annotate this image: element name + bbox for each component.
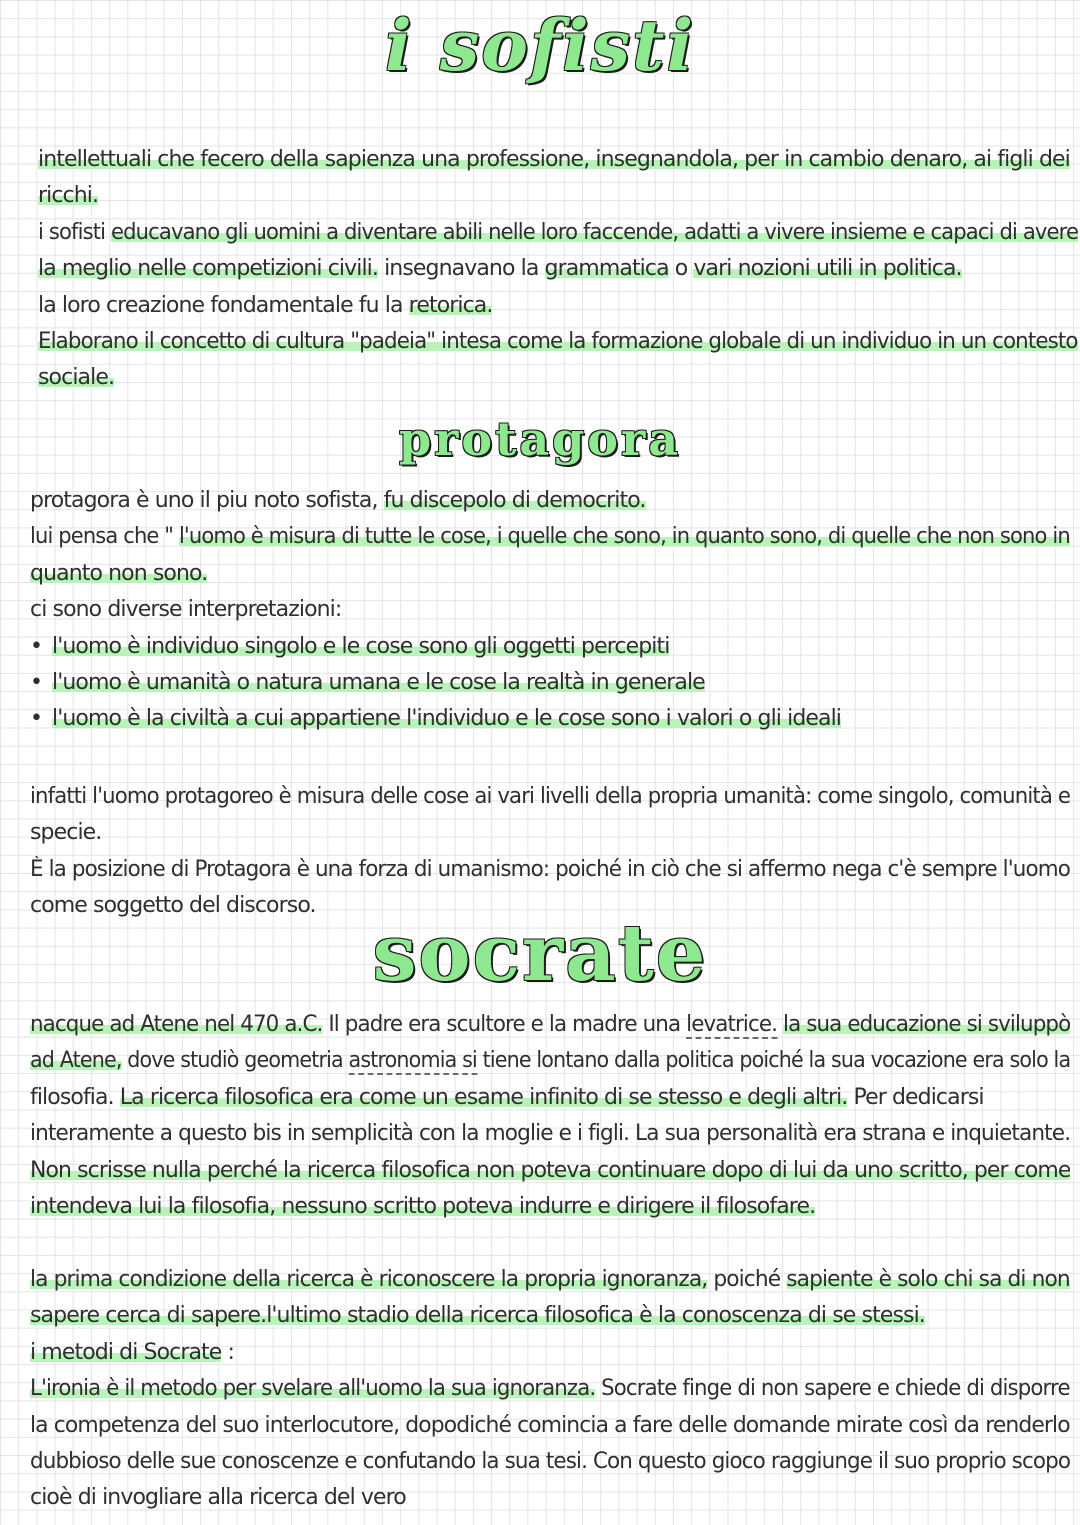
section-protagora bbox=[30, 483, 1070, 738]
text-line: protagora è uno il piu noto sofista, fu discepolo di democrito. bbox=[30, 488, 646, 513]
title-protagora: protagora bbox=[398, 412, 682, 466]
text-line: intellettuali che fecero della sapienza una professione, insegnandola, per in cambio denaro, ai figli dei bbox=[38, 147, 1070, 172]
bullet-icon: • bbox=[30, 669, 43, 695]
section-sofisti bbox=[38, 142, 1078, 397]
text-line: intendeva lui la filosofia, nessuno scritto poteva indurre e dirigere il filosofare. bbox=[30, 1193, 816, 1219]
text-line: la meglio nelle competizioni civili. insegnavano la grammatica o vari nozioni utili in politica. bbox=[38, 256, 962, 282]
bullet-icon: • bbox=[30, 706, 43, 732]
text-line: ricchi. bbox=[38, 183, 99, 209]
text-line: È la posizione di Protagora è una forza di umanismo: poiché in ciò che si affermo nega c'è sempre l'uomo bbox=[30, 856, 1070, 882]
section-socrate-metodi bbox=[30, 1262, 1070, 1517]
section-socrate bbox=[30, 1007, 1070, 1225]
text-line: la competenza del suo interlocutore, dopodiché comincia a fare delle domande mirate così da renderlo bbox=[30, 1412, 1070, 1438]
text-line: i metodi di Socrate : bbox=[30, 1339, 235, 1365]
list-item: • l'uomo è umanità o natura umana e le cose la realtà in generale bbox=[30, 665, 1070, 701]
text-line: interamente a questo bis in semplicità con la moglie e i figli. La sua personalità era strana e inquietante. bbox=[30, 1121, 1070, 1147]
text-line: sapere cerca di sapere.l'ultimo stadio della ricerca filosofica è la conoscenza di se stessi. bbox=[30, 1303, 925, 1329]
list-item: • l'uomo è la civiltà a cui appartiene l'individuo e le cose sono i valori o gli ideali bbox=[30, 701, 1070, 737]
text-line: Non scrisse nulla perché la ricerca filosofica non poteva continuare dopo di lui da uno scritto, per come bbox=[30, 1157, 1070, 1183]
text-line: dubbioso delle sue conoscenze e confutando la sua tesi. Con questo gioco raggiunge il suo proprio scopo bbox=[30, 1448, 1070, 1474]
text-line: cioè di invogliare alla ricerca del vero bbox=[30, 1485, 406, 1511]
text-line: come soggetto del discorso. bbox=[30, 893, 316, 919]
bullet-icon: • bbox=[30, 633, 43, 659]
text-line: Elaborano il concetto di cultura "padeia" intesa come la formazione globale di un individuo in un contesto bbox=[38, 328, 1078, 354]
text-line: filosofia. La ricerca filosofica era come un esame infinito di se stesso e degli altri. Per dedicarsi bbox=[30, 1084, 984, 1110]
text-line: la loro creazione fondamentale fu la retorica. bbox=[38, 292, 493, 318]
text-line: nacque ad Atene nel 470 a.C. Il padre era scultore e la madre una levatrice. la sua educazione si sviluppò bbox=[30, 1012, 1070, 1037]
text-line: L'ironia è il metodo per svelare all'uomo la sua ignoranza. Socrate finge di non sapere e chiede di disporre bbox=[30, 1376, 1070, 1402]
text-line: la prima condizione della ricerca è riconoscere la propria ignoranza, poiché sapiente è solo chi sa di non bbox=[30, 1267, 1070, 1292]
text-line: infatti l'uomo protagoreo è misura delle cose ai vari livelli della propria umanità: come singolo, comunità e bbox=[30, 784, 1070, 809]
text-line: lui pensa che " l'uomo è misura di tutte le cose, i quelle che sono, in quanto sono, di quelle che non sono in bbox=[30, 524, 1070, 550]
text-line: sociale. bbox=[38, 365, 115, 391]
section-protagora-para bbox=[30, 779, 1070, 925]
title-socrate: socrate bbox=[372, 908, 708, 999]
text-line: ad Atene, dove studiò geometria astronomia si tiene lontano dalla politica poiché la sua vocazione era solo la bbox=[30, 1048, 1070, 1074]
list-item: • l'uomo è individuo singolo e le cose sono gli oggetti percepiti bbox=[30, 629, 1070, 665]
text-line: quanto non sono. bbox=[30, 560, 208, 586]
text-line: ci sono diverse interpretazioni: bbox=[30, 597, 342, 623]
title-sofisti: i sofisti bbox=[384, 4, 696, 87]
text-line: i sofisti educavano gli uomini a diventare abili nelle loro faccende, adatti a vivere insieme e capaci di avere bbox=[38, 219, 1078, 245]
text-line: specie. bbox=[30, 820, 102, 846]
